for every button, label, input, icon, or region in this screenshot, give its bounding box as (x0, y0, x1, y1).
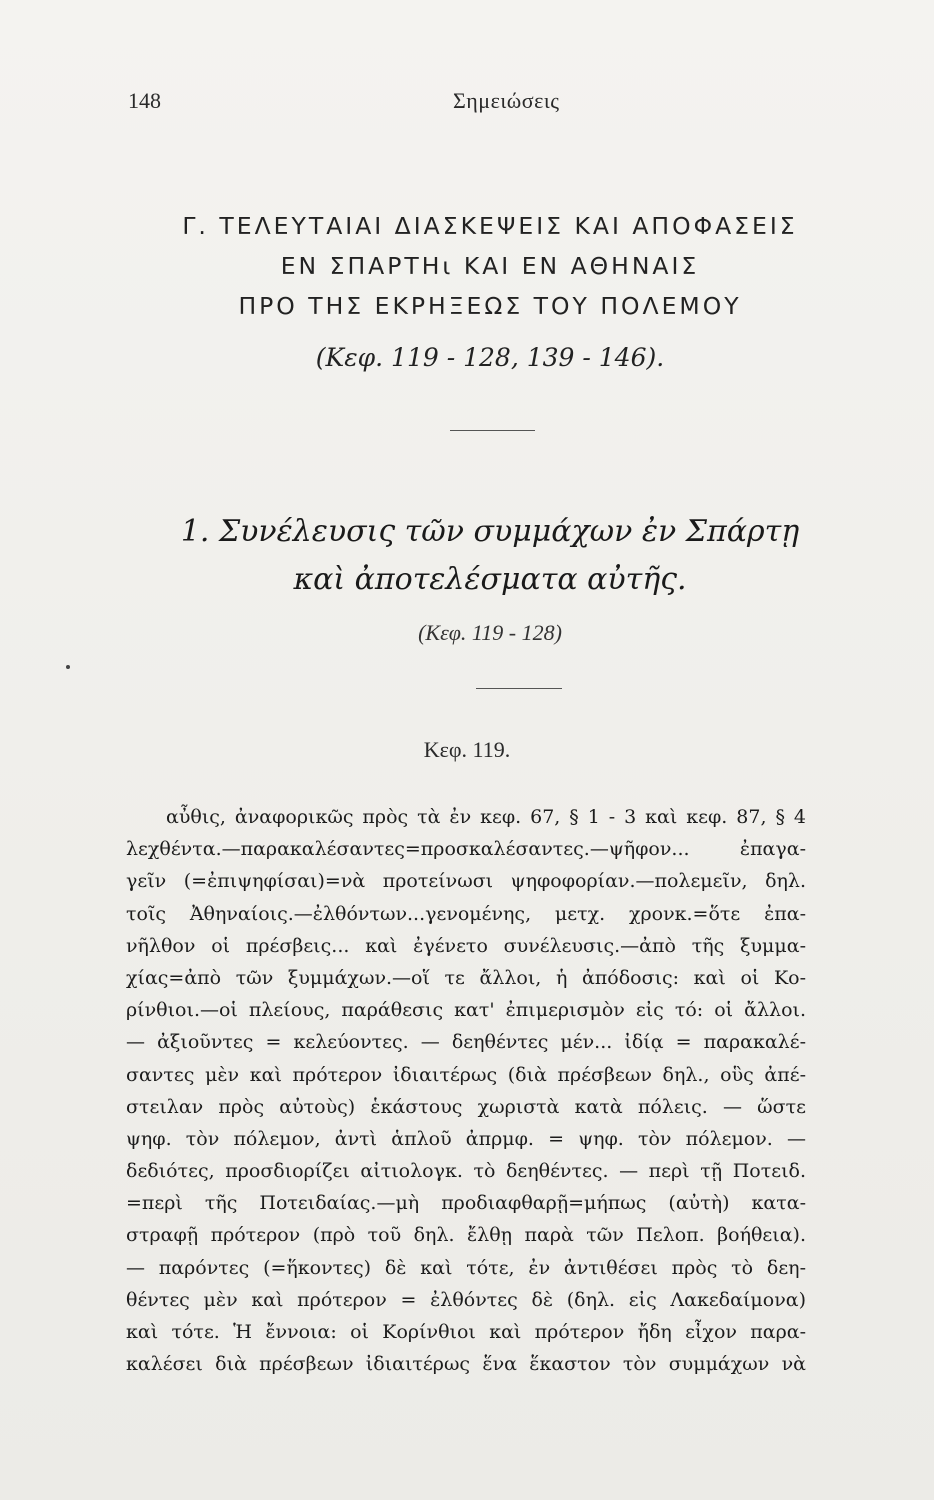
subsection-heading-line: 1. Συνέλευσις τῶν συμμάχων ἐν Σπάρτῃ (180, 514, 800, 549)
section-heading-line: ΕΝ ΣΠΑΡΤΗι ΚΑΙ ΕΝ ΑΘΗΝΑΙΣ (280, 252, 700, 280)
text-line: — παρόντες (=ἥκοντες) δὲ καὶ τότε, ἐν ἀντιθέσει πρὸς τὸ δεη- (126, 1256, 806, 1279)
text-line: δεδιότες, προσδιορίζει αἰτιολογκ. τὸ δεηθέντες. — περὶ τῇ Ποτειδ. (126, 1160, 806, 1183)
divider-rule (476, 688, 562, 689)
text-line: ψηφ. τὸν πόλεμον, ἀντὶ ἁπλοῦ ἀπρμφ. = ψηφ. τὸν πόλεμον. — (126, 1127, 806, 1150)
commentary-text (126, 801, 806, 1380)
text-line: νῆλθον οἱ πρέσβεις... καὶ ἐγένετο συνέλευσις.—ἀπὸ τῆς ξυμμα- (126, 934, 806, 957)
page-number: 148 (128, 88, 161, 113)
subsection-heading-line: καὶ ἀποτελέσματα αὐτῆς. (293, 562, 687, 597)
text-line: γεῖν (=ἐπιψηφίσαι)=νὰ προτείνωσι ψηφοφορίαν.—πολεμεῖν, δηλ. (126, 870, 806, 893)
text-line: σαντες μὲν καὶ πρότερον ἰδιαιτέρως (διὰ πρέσβεων δηλ., οὓς ἀπέ- (126, 1063, 806, 1086)
running-head (128, 88, 808, 118)
text-line: στραφῇ πρότερον (πρὸ τοῦ δηλ. ἔλθῃ παρὰ τῶν Πελοπ. βοήθεια). (126, 1224, 806, 1247)
subsection-chapters-reference: (Κεφ. 119 - 128) (418, 620, 562, 645)
section-heading-line: ΠΡΟ ΤΗΣ ΕΚΡΗΞΕΩΣ ΤΟΥ ΠΟΛΕΜΟΥ (238, 292, 742, 320)
divider-rule (450, 430, 535, 431)
text-line: χίας=ἀπὸ τῶν ξυμμάχων.—οἵ τε ἄλλοι, ἡ ἀπόδοσις: καὶ οἱ Κο- (126, 966, 806, 989)
text-line: καὶ τότε. Ἡ ἔννοια: οἱ Κορίνθιοι καὶ πρότερον ἤδη εἶχον παρα- (126, 1321, 806, 1343)
text-line: θέντες μὲν καὶ πρότερον = ἐλθόντες δὲ (δηλ. εἰς Λακεδαίμονα) (126, 1288, 806, 1311)
text-line: αὖθις, ἀναφορικῶς πρὸς τὰ ἐν κεφ. 67, § 1 - 3 καὶ κεφ. 87, § 4 (166, 806, 806, 828)
text-line: — ἀξιοῦντες = κελεύοντες. — δεηθέντες μέν... ἰδίᾳ = παρακαλέ- (126, 1031, 806, 1054)
subsection-heading (140, 508, 840, 604)
text-line: καλέσει διὰ πρέσβεων ἰδιαιτέρως ἕνα ἕκαστον τὸν συμμάχων νὰ (126, 1353, 806, 1376)
running-title: Σημειώσεις (453, 88, 560, 113)
section-chapters-reference: (Κεφ. 119 - 128, 139 - 146). (315, 343, 665, 372)
text-line: τοῖς Ἀθηναίοις.—ἐλθόντων...γενομένης, μετχ. χρονκ.=ὅτε ἐπα- (126, 902, 806, 925)
section-heading-line: Γ. ΤΕΛΕΥΤΑΙΑΙ ΔΙΑΣΚΕΨΕΙΣ ΚΑΙ ΑΠΟΦΑΣΕΙΣ (182, 212, 798, 240)
text-line: ρίνθιοι.—οἱ πλείους, παράθεσις κατ' ἐπιμερισμὸν εἰς τό: οἱ ἄλλοι. (126, 999, 806, 1022)
print-speck (66, 665, 70, 669)
chapter-label: Κεφ. 119. (423, 737, 511, 762)
text-line: λεχθέντα.—παρακαλέσαντες=προσκαλέσαντες.—ψῆφον... ἐπαγα- (126, 838, 806, 861)
text-line: =περὶ τῆς Ποτειδαίας.—μὴ προδιαφθαρῇ=μήπως (αὐτὴ) κατα- (126, 1192, 806, 1215)
text-line: στειλαν πρὸς αὐτοὺς) ἑκάστους χωριστὰ κατὰ πόλεις. — ὥστε (126, 1095, 806, 1118)
section-heading (120, 206, 860, 326)
